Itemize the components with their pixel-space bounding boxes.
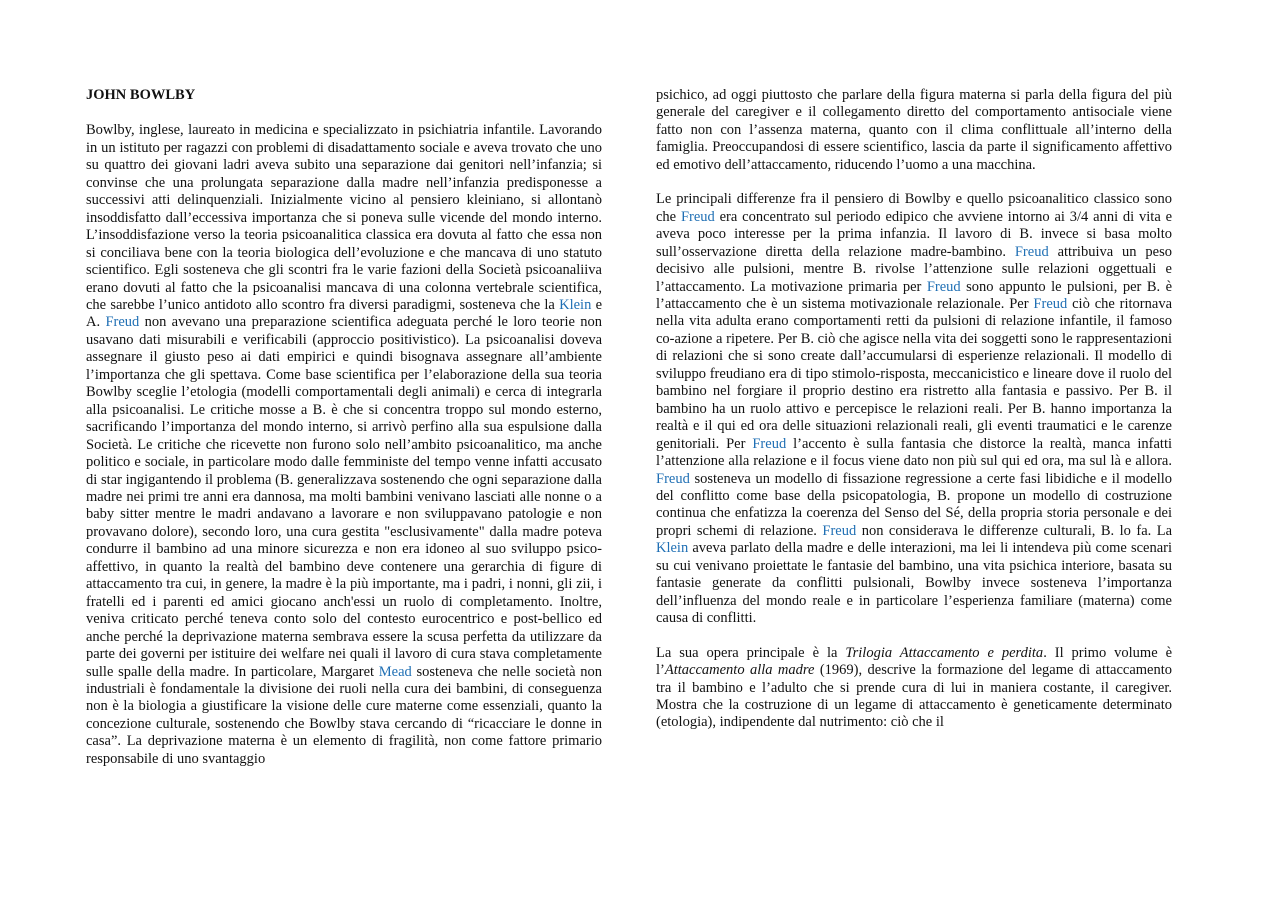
text-segment: Le principali differenze fra il pensiero di Bowlby e quello psicoanalitico classico sono che bbox=[656, 191, 1172, 225]
text-segment: sono appunto le pulsioni, per B. è l’attaccamento che è un sistema motivazionale relazionale. Per bbox=[656, 278, 1173, 312]
right-column bbox=[656, 87, 1172, 749]
book-title: Attaccamento alla madre bbox=[664, 662, 815, 679]
link-freud[interactable]: Freud bbox=[656, 470, 690, 487]
link-klein[interactable]: Klein bbox=[656, 540, 689, 557]
paragraph-continuation: psichico, ad oggi piuttosto che parlare della figura materna si parla della figura del più generale del caregiver e il collegamento diretto del comportamento antisociale viene fatto non con l’assenza materna, quanto con il clima conflittuale all’interno della famiglia. Preoccupandosi di essere scientifico, lascia da parte il significamento affettivo ed emotivo dell’attaccamento, riducendo l’uomo a una macchina. bbox=[656, 87, 1172, 173]
paragraph-differences bbox=[656, 191, 1172, 627]
text-segment: sosteneva un modello di fissazione regressione a certe fasi libidiche e il modello del conflitto come base della psicopatologia, B. propone un modello di costruzione continua che enfatizza la coerenza del Senso del Sé, della propria storia personale e dei propri schemi di relazione. bbox=[656, 470, 1173, 539]
page-title: JOHN BOWLBY bbox=[86, 87, 196, 103]
text-segment: Bowlby, inglese, laureato in medicina e specializzato in psichiatria infantile. Lavorando in un istituto per ragazzi con problemi di disadattamento sociale e aveva trovato che uno su quattro dei giovani ladri aveva subito una separazione dai genitori nell’infanzia; si convinse che una prolungata separazione dalla madre nell’infanzia predisponesse a successivi atti delinquenziali. Inizialmente vicino al pensiero kleiniano, si allontanò insoddisfatto dall’eccessiva importanza che si poneva sulle vicende del mondo interno. L’insoddisfazione verso la teoria psicoanalitica classica era dovuta al fatto che essa non si conciliava bene con la teoria biologica dell’evoluzione e che mancava di uno statuto scientifico. Egli sosteneva che gli scontri fra le varie fazioni della Società psicoanaliiva erano dovuti al fatto che la psicoanalisi mancava di una colonna vertebrale scientifica, che sarebbe l’unico antidoto allo scontro fra diversi paradigmi, sosteneva che la bbox=[86, 122, 602, 313]
text-segment: (1969), descrive la formazione del legame di attaccamento tra il bambino e l’adulto che si prende cura di lui in maniera costante, il caregiver. Mostra che la costruzione di un legame di attaccamento è geneticamente determinato (etologia), indipendente dal nutrimento: ciò che il bbox=[656, 662, 1173, 731]
link-freud[interactable]: Freud bbox=[1014, 243, 1049, 260]
book-title: Trilogia Attaccamento e perdita bbox=[845, 644, 1044, 661]
text-segment: attribuiva un peso decisivo alle pulsioni, mentre B. rivolse l’attenzione sulle relazioni oggettuali e l’attaccamento. La motivazione primaria per bbox=[656, 243, 1173, 295]
link-freud[interactable]: Freud bbox=[680, 208, 715, 225]
text-segment: aveva parlato della madre e delle interazioni, ma lei li intendeva più come scenari su cui venivano proiettate le fantasie del bambino, una vita psichica interiore, basata su fantasie generate da conflitti pulsionali, Bowlby invece sosteneva l’importanza dell’influenza del mondo reale e in particolare l’esperienza familiare (materna) come causa di conflitti. bbox=[656, 540, 1173, 627]
link-freud[interactable]: Freud bbox=[1033, 295, 1068, 312]
link-freud[interactable]: Freud bbox=[926, 278, 961, 295]
link-klein[interactable]: Klein bbox=[559, 296, 592, 313]
text-segment: non considerava le differenze culturali, B. lo fa. La bbox=[861, 522, 1173, 539]
text-segment: . Il primo volume è l’ bbox=[656, 644, 1173, 679]
text-segment: era concentrato sul periodo edipico che avviene intorno ai 3/4 anni di vita e aveva poco interesse per la prima infanzia. Il lavoro di B. invece si basa molto sull’osservazione diretta della relazione madre-bambino. bbox=[656, 208, 1173, 260]
paragraph-main-work bbox=[656, 645, 1172, 732]
text-segment: non avevano una preparazione scientifica adeguata perché le loro teorie non usavano dati misurabili e verificabili (approccio positivistico). La psicoanalisi doveva assegnare il giusto peso ai dati empirici e quindi bisognava assegnare all’ambiente l’importanza che gli spettava. Come base scientifica per l’elaborazione della sua teoria Bowlby sceglie l’etologia (modelli comportamentali degli animali) e cerca di integrarla alla psicoanalisi. Le critiche mosse a B. è che si concentra troppo sul mondo esterno, sacrificando l’importanza del mondo interno, si arrivò perfino alla sua espulsione dalla Società. Le critiche che ricevette non furono solo nell’ambito psicoanalitico, ma anche politico e sociale, in particolare modo dalle femministe del tempo venne infatti accusato di star ingigantendo il problema (B. generalizzava sostenendo che ogni separazione dalla madre nei primi tre anni era dannosa, ma molti bambini venivano lasciati alle nonne o a baby sitter mentre le madri andavano a lavorare e non sviluppavano patologie e non provavano dolore), secondo loro, una cura gestita "esclusivamente" dalla madre poteva condurre il bambino ad una minore sicurezza e non era idoneo al suo sviluppo psico-affettivo, in quanto la realtà del bambino deve contenere una gerarchia di figure di attaccamento tra cui, in genere, la madre è la più importante, ma i padri, i nonni, gli zii, i fratelli ed i parenti ed amici giocano anch'essi un ruolo di completamento. Inoltre, veniva criticato perché teneva conto solo del contesto eurocentrico e post-bellico ed anche perché la deprivazione materna sembrava essere la scusa perfetta da utilizzare da parte dei governi per istituire dei welfare nei quali il lavoro di cura stava completamente sulle spalle della madre. In particolare, Margaret bbox=[86, 314, 602, 680]
link-freud[interactable]: Freud bbox=[105, 314, 140, 331]
text-segment: ciò che ritornava nella vita adulta erano comportamenti retti da pulsioni di relazione infantile, il famoso co-azione a ripetere. Per B. ciò che agisce nella vita dei soggetti sono le rappresentazioni di relazioni che si sono create dall’accumularsi di esperienze relazionali. Il modello di sviluppo freudiano era di tipo stimolo-risposta, meccanicistico e lineare dove il ruolo del bambino nel forgiare il proprio destino era ristretto alla fantasia e passivo. Per B. il bambino ha un ruolo attivo e percepisce le relazioni reali. Per B. hanno importanza la realtà e il qui ed ora delle situazioni relazionali reali, gli eventi traumatici e le carenze genitoriali. Per bbox=[656, 295, 1173, 452]
text-segment: sosteneva che nelle società non industriali è fondamentale la divisione dei ruoli nella cura dei bambini, di conseguenza non è la biologia a giustificare la visione delle cure materne come essenziali, quanto la concezione culturale, sostenendo che Bowlby stava cercando di “ricacciare le donne in casa”. La deprivazione materna è un elemento di fragilità, non come fattore primario responsabile di uno svantaggio bbox=[86, 663, 603, 767]
link-freud[interactable]: Freud bbox=[822, 522, 857, 539]
left-column bbox=[86, 87, 602, 785]
text-segment: l’accento è sulla fantasia che distorce la realtà, manca infatti l’attenzione alla relazione e il focus viene dato non più sul qui ed ora, ma sul là e allora. bbox=[656, 435, 1173, 470]
link-mead[interactable]: Mead bbox=[378, 663, 412, 680]
text-segment: La sua opera principale è la bbox=[656, 644, 838, 661]
paragraph-intro bbox=[86, 122, 602, 768]
link-freud[interactable]: Freud bbox=[752, 435, 787, 452]
text-segment: e A. bbox=[86, 296, 602, 331]
